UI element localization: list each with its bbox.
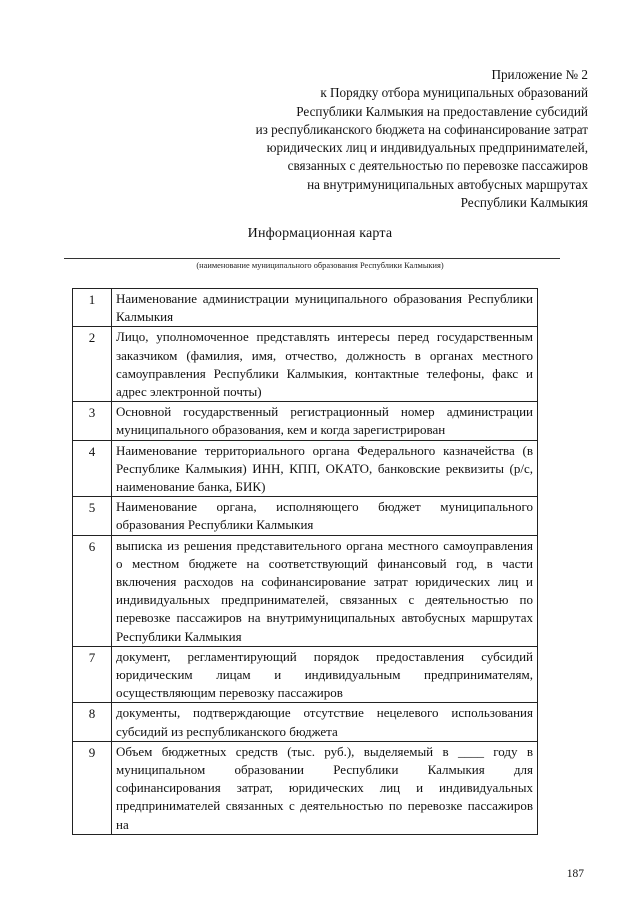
row-number: 4 — [73, 440, 112, 497]
appendix-line: юридических лиц и индивидуальных предпринимателей, — [266, 140, 588, 156]
row-number: 7 — [73, 646, 112, 703]
table-row — [73, 741, 538, 834]
row-text: выписка из решения представительного органа местного самоуправления о местном бюджете на соответствующий финансовый год, в части включения расходов на софинансирование затрат юридических лиц и индивидуальных предпринимателей, связанных с деятельностью по перевозке пассажиров на внутримуниципальных автобусных маршрутах Республики Калмыкия — [112, 535, 538, 646]
card-title: Информационная карта — [247, 226, 393, 241]
row-number: 9 — [73, 741, 112, 834]
appendix-line: на внутримуниципальных автобусных маршрутах — [307, 176, 588, 192]
row-text: Наименование территориального органа Федерального казначейства (в Республике Калмыкия) ИНН, КПП, ОКАТО, банковские реквизиты (р/с, наименование банка, БИК) — [112, 440, 538, 497]
appendix-line: к Порядку отбора муниципальных образований — [320, 85, 588, 101]
appendix-header — [148, 66, 588, 212]
table-row — [73, 646, 538, 703]
appendix-line: Республики Калмыкия — [460, 195, 588, 211]
row-text: документы, подтверждающие отсутствие нецелевого использования субсидий из республиканского бюджета — [112, 703, 538, 741]
row-text: Объем бюджетных средств (тыс. руб.), выделяемый в ____ году в муниципальном образовании Республики Калмыкия для софинансирования затрат, юридических лиц и индивидуальных предпринимателей связанных с деятельностью по перевозке пассажиров на — [112, 741, 538, 834]
table-row — [73, 703, 538, 741]
appendix-line: связанных с деятельностью по перевозке пассажиров — [287, 158, 588, 174]
appendix-line: из республиканского бюджета на софинансирование затрат — [255, 121, 588, 137]
row-number: 3 — [73, 402, 112, 440]
table-row — [73, 289, 538, 327]
table-row — [73, 402, 538, 440]
row-number: 5 — [73, 497, 112, 535]
municipality-caption: (наименование муниципального образования Республики Калмыкия) — [196, 261, 444, 270]
row-number: 1 — [73, 289, 112, 327]
appendix-line: Республики Калмыкия на предоставление субсидий — [296, 103, 588, 119]
row-text: Основной государственный регистрационный номер администрации муниципального образования, кем и когда зарегистрирован — [112, 402, 538, 440]
table-row — [73, 440, 538, 497]
row-number: 2 — [73, 327, 112, 402]
row-text: Наименование администрации муниципального образования Республики Калмыкия — [112, 289, 538, 327]
page-number: 187 — [566, 868, 584, 880]
table-row — [73, 327, 538, 402]
appendix-line: Приложение № 2 — [491, 67, 588, 82]
row-number: 6 — [73, 535, 112, 646]
row-text: Лицо, уполномоченное представлять интересы перед государственным заказчиком (фамилия, имя, отчество, должность в органах местного самоуправления Республики Калмыкия, контактные телефоны, факс и адрес электронной почты) — [112, 327, 538, 402]
row-text: Наименование органа, исполняющего бюджет муниципального образования Республики Калмыкия — [112, 497, 538, 535]
municipality-name-line — [64, 258, 560, 259]
row-text: документ, регламентирующий порядок предоставления субсидий юридическим лицам и индивидуальным предпринимателям, осуществляющим перевозку пассажиров — [112, 646, 538, 703]
row-number: 8 — [73, 703, 112, 741]
table-row — [73, 497, 538, 535]
table-row — [73, 535, 538, 646]
info-table — [72, 288, 538, 835]
